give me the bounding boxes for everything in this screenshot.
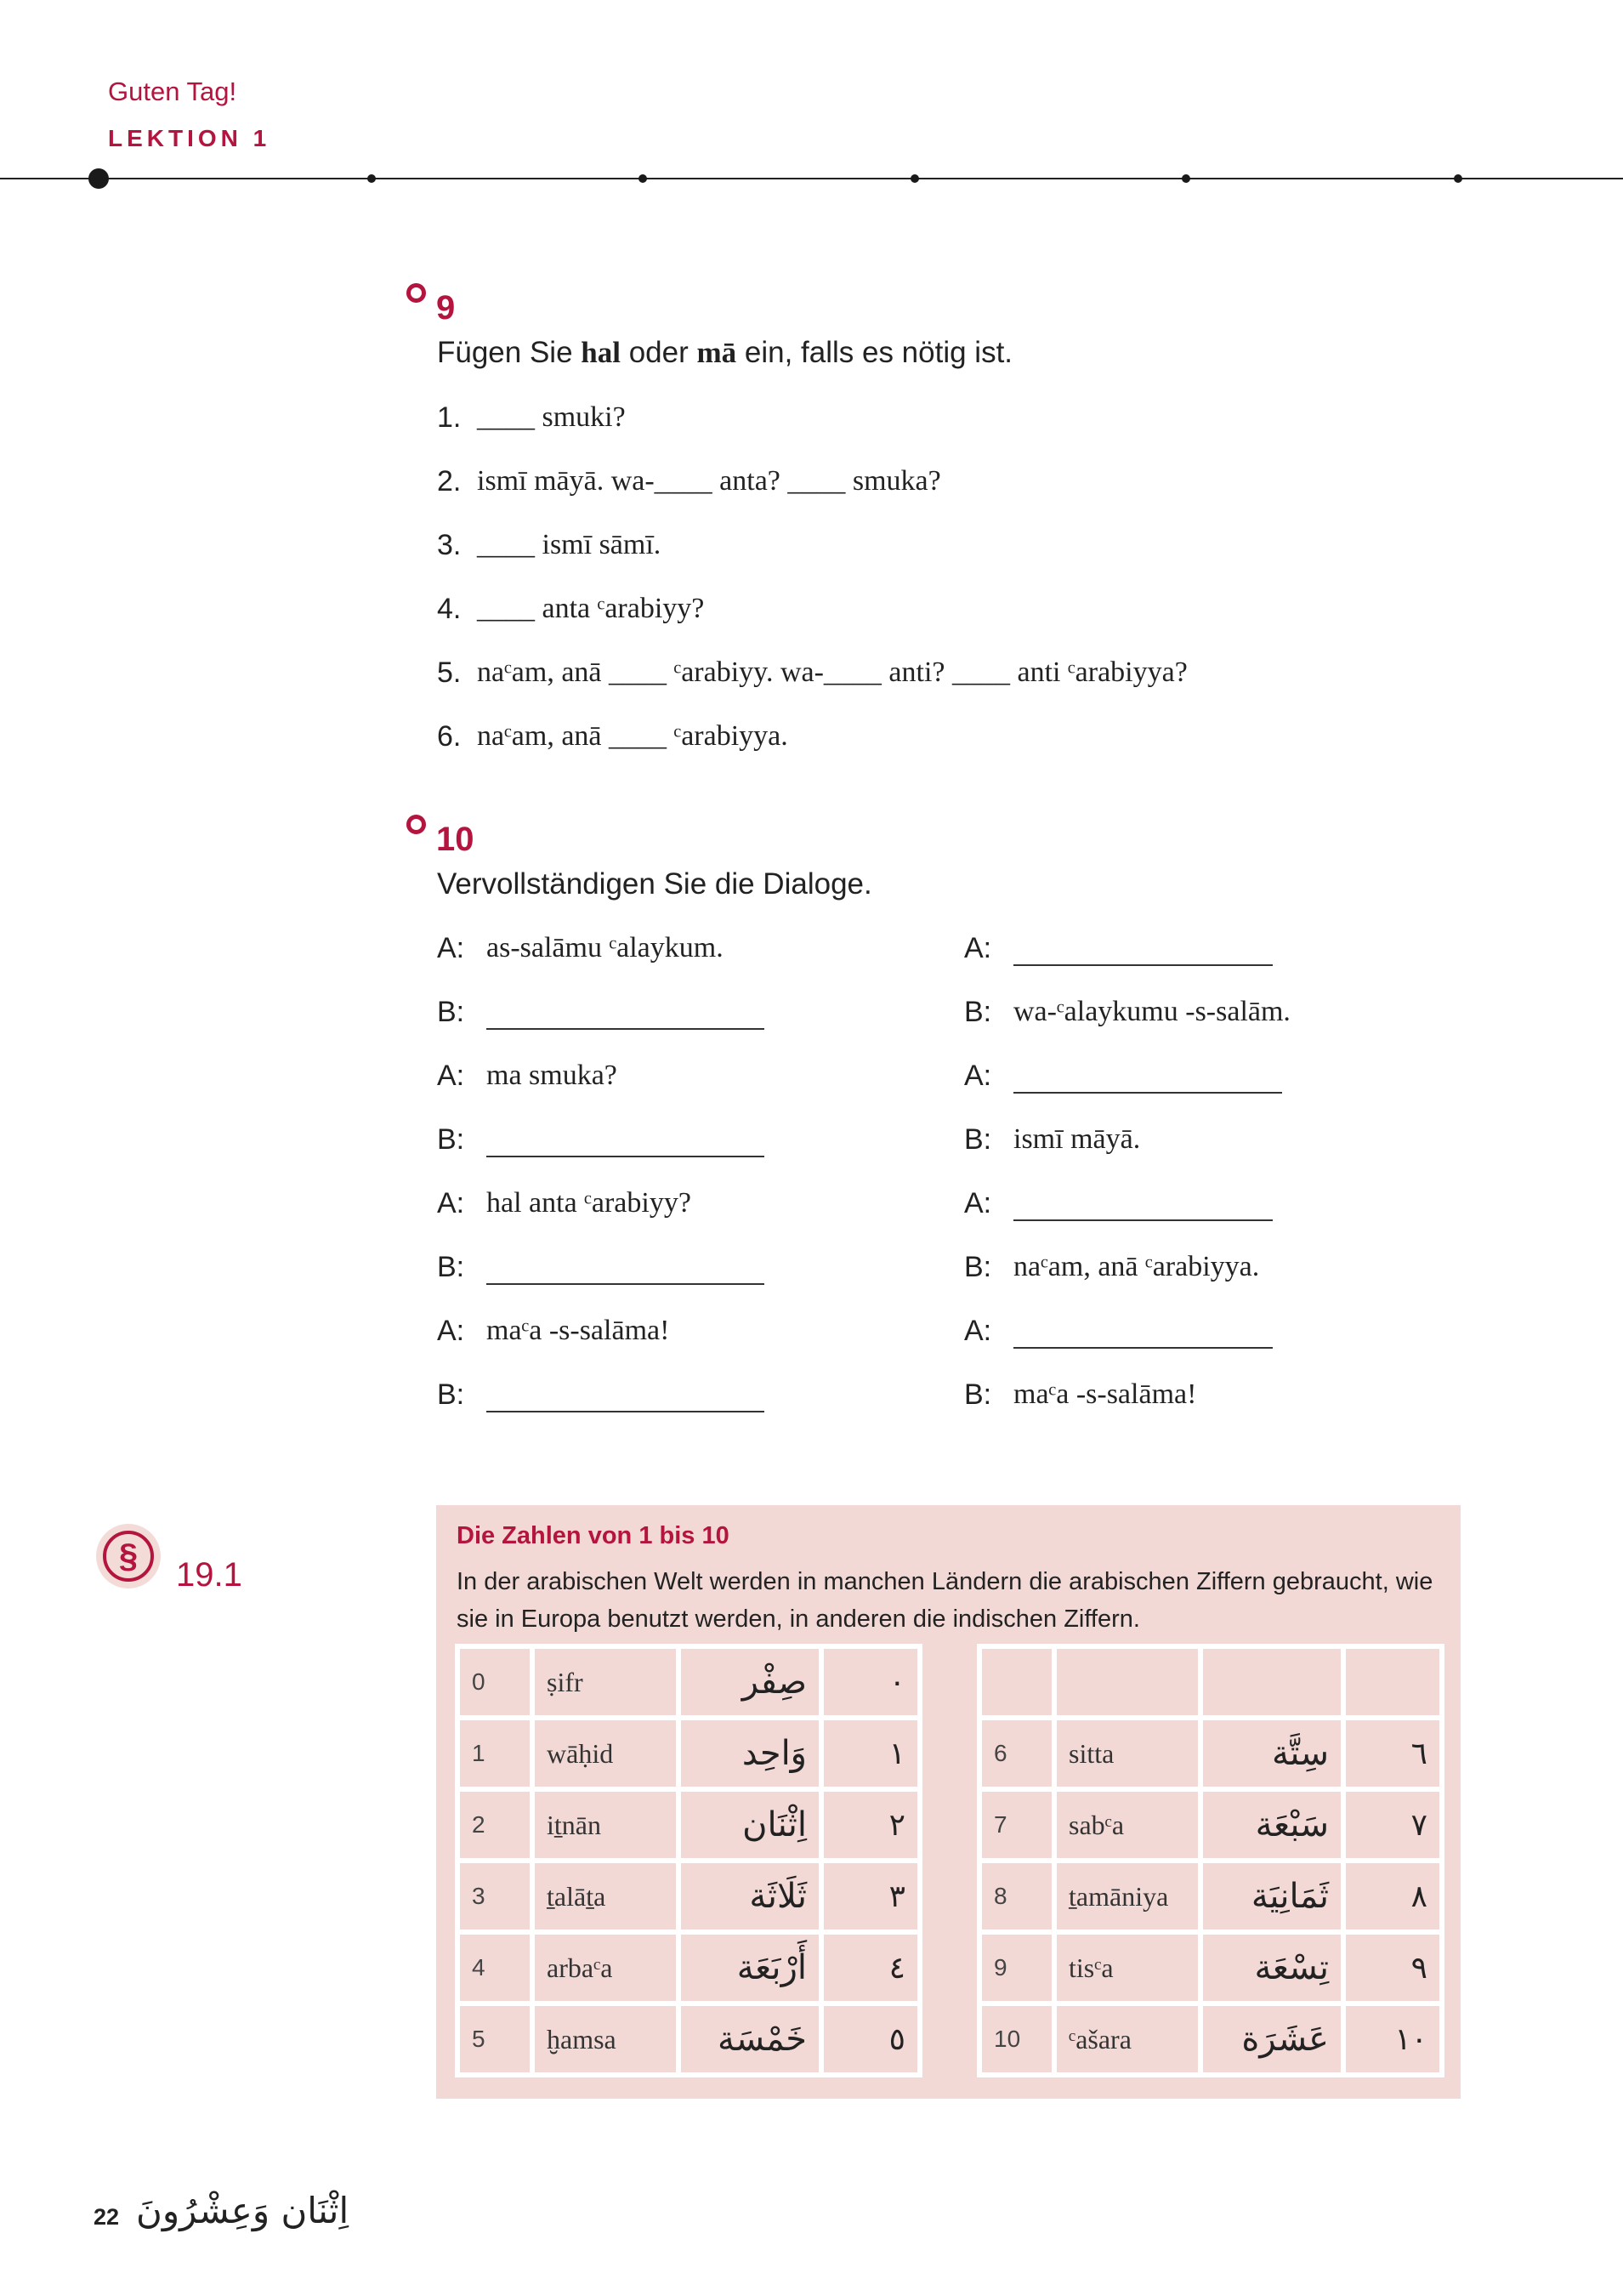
cell-translit: ṣifr bbox=[535, 1649, 676, 1715]
cell-indic: ٨ bbox=[1346, 1863, 1439, 1929]
table-row bbox=[460, 1935, 917, 2001]
cell-number: 1 bbox=[460, 1720, 530, 1787]
cell-arabic: أَرْبَعَة bbox=[681, 1935, 819, 2001]
cell-translit: arbaᶜa bbox=[535, 1935, 676, 2001]
cell-indic: ٩ bbox=[1346, 1935, 1439, 2001]
exercise-10-instruction: Vervollständigen Sie die Dialoge. bbox=[437, 867, 872, 901]
keyword-hal: hal bbox=[581, 336, 621, 369]
item-number: 5. bbox=[437, 656, 462, 689]
table-row bbox=[460, 2006, 917, 2072]
lesson-timeline bbox=[0, 178, 1623, 179]
cell-indic: ٦ bbox=[1346, 1720, 1439, 1787]
dialog-speaker: A: bbox=[437, 1315, 465, 1347]
dialog-line: naᶜam, anā ᶜarabiyya. bbox=[1013, 1251, 1260, 1282]
numbers-table-right bbox=[977, 1644, 1444, 2077]
table-row bbox=[460, 1863, 917, 1929]
exercise-9-instruction bbox=[437, 336, 1013, 370]
exercise-item: ____ anta ᶜarabiyy? bbox=[477, 593, 705, 624]
answer-blank[interactable] bbox=[486, 1283, 764, 1285]
cell-indic: ٤ bbox=[824, 1935, 917, 2001]
exercise-item: naᶜam, anā ____ ᶜarabiyy. wa-____ anti? ____ anti ᶜarabiyya? bbox=[477, 656, 1188, 688]
table-row bbox=[982, 1863, 1439, 1929]
numbers-table-left bbox=[455, 1644, 922, 2077]
item-number: 4. bbox=[437, 593, 462, 625]
cell-indic: ٣ bbox=[824, 1863, 917, 1929]
timeline-dot bbox=[1454, 174, 1462, 183]
dialog-speaker: B: bbox=[437, 996, 465, 1028]
instruction-text: Fügen Sie bbox=[437, 336, 582, 369]
cell-indic: ١ bbox=[824, 1720, 917, 1787]
cell-translit: ṯamāniya bbox=[1057, 1863, 1198, 1929]
exercise-marker-icon bbox=[406, 283, 426, 303]
timeline-dot bbox=[1182, 174, 1190, 183]
timeline-dot bbox=[367, 174, 376, 183]
answer-blank[interactable] bbox=[486, 1156, 764, 1157]
cell-translit: ṯalāṯa bbox=[535, 1863, 676, 1929]
cell-arabic: وَاحِد bbox=[681, 1720, 819, 1787]
cell-translit: ḫamsa bbox=[535, 2006, 676, 2072]
dialog-speaker: B: bbox=[437, 1378, 465, 1411]
cell-number: 2 bbox=[460, 1792, 530, 1858]
dialog-speaker: A: bbox=[964, 1060, 992, 1092]
cell-number: 0 bbox=[460, 1649, 530, 1715]
cell-arabic: خَمْسَة bbox=[681, 2006, 819, 2072]
cell-number: 7 bbox=[982, 1792, 1052, 1858]
item-number: 2. bbox=[437, 465, 462, 497]
answer-blank[interactable] bbox=[1013, 1092, 1282, 1094]
cell-indic: ١٠ bbox=[1346, 2006, 1439, 2072]
cell-translit: iṯnān bbox=[535, 1792, 676, 1858]
dialog-speaker: B: bbox=[964, 1378, 992, 1411]
cell-indic: ٧ bbox=[1346, 1792, 1439, 1858]
page-number-arabic: اِثْنَان وَعِشْرُونَ bbox=[136, 2190, 349, 2231]
keyword-ma: mā bbox=[696, 336, 737, 369]
dialog-line: ismī māyā. bbox=[1013, 1123, 1141, 1155]
cell-number: 6 bbox=[982, 1720, 1052, 1787]
numbers-box-title: Die Zahlen von 1 bis 10 bbox=[457, 1522, 729, 1549]
dialog-speaker: A: bbox=[964, 932, 992, 964]
timeline-dot bbox=[638, 174, 647, 183]
cell-arabic: ثَلَاثَة bbox=[681, 1863, 819, 1929]
cell-arabic: سَبْعَة bbox=[1203, 1792, 1341, 1858]
exercise-item: ismī māyā. wa-____ anta? ____ smuka? bbox=[477, 465, 941, 497]
dialog-speaker: B: bbox=[437, 1123, 465, 1156]
cell-arabic: ثَمَانِيَة bbox=[1203, 1863, 1341, 1929]
dialog-speaker: A: bbox=[964, 1315, 992, 1347]
cell-number: 5 bbox=[460, 2006, 530, 2072]
cell-translit: sitta bbox=[1057, 1720, 1198, 1787]
cell-translit: sabᶜa bbox=[1057, 1792, 1198, 1858]
item-number: 3. bbox=[437, 529, 462, 561]
cell-arabic: تِسْعَة bbox=[1203, 1935, 1341, 2001]
cell-indic: ٢ bbox=[824, 1792, 917, 1858]
answer-blank[interactable] bbox=[1013, 1347, 1273, 1349]
cell-number: 8 bbox=[982, 1863, 1052, 1929]
exercise-item: ____ smuki? bbox=[477, 401, 626, 433]
grammar-reference-badge[interactable] bbox=[96, 1524, 161, 1588]
cell-indic: ٠ bbox=[824, 1649, 917, 1715]
dialog-speaker: A: bbox=[437, 932, 465, 964]
exercise-item: naᶜam, anā ____ ᶜarabiyya. bbox=[477, 720, 788, 752]
cell-translit: ᶜašara bbox=[1057, 2006, 1198, 2072]
dialog-line: wa-ᶜalaykumu -s-salām. bbox=[1013, 996, 1291, 1027]
lesson-label: LEKTION 1 bbox=[108, 125, 271, 151]
cell-arabic: سِتَّة bbox=[1203, 1720, 1341, 1787]
answer-blank[interactable] bbox=[1013, 1219, 1273, 1221]
cell-number bbox=[982, 1649, 1052, 1715]
paragraph-icon: § bbox=[103, 1531, 154, 1582]
table-row bbox=[460, 1792, 917, 1858]
cell-indic bbox=[1346, 1649, 1439, 1715]
table-row bbox=[982, 2006, 1439, 2072]
grammar-reference-number: 19.1 bbox=[176, 1556, 242, 1594]
exercise-9-number: 9 bbox=[436, 289, 456, 327]
dialog-speaker: B: bbox=[964, 1251, 992, 1283]
item-number: 1. bbox=[437, 401, 462, 434]
chapter-title: Guten Tag! bbox=[108, 77, 237, 106]
cell-indic: ٥ bbox=[824, 2006, 917, 2072]
dialog-line: hal anta ᶜarabiyy? bbox=[486, 1187, 691, 1219]
exercise-item: ____ ismī sāmī. bbox=[477, 529, 661, 560]
timeline-dot bbox=[911, 174, 919, 183]
dialog-line: as-salāmu ᶜalaykum. bbox=[486, 932, 724, 963]
cell-translit bbox=[1057, 1649, 1198, 1715]
page-number: 22 bbox=[94, 2204, 120, 2230]
dialog-speaker: B: bbox=[437, 1251, 465, 1283]
dialog-speaker: B: bbox=[964, 996, 992, 1028]
table-row bbox=[982, 1935, 1439, 2001]
cell-number: 10 bbox=[982, 2006, 1052, 2072]
dialog-speaker: B: bbox=[964, 1123, 992, 1156]
cell-arabic: صِفْر bbox=[681, 1649, 819, 1715]
dialog-line: maᶜa -s-salāma! bbox=[486, 1315, 670, 1346]
cell-translit: wāḥid bbox=[535, 1720, 676, 1787]
cell-arabic: عَشَرَة bbox=[1203, 2006, 1341, 2072]
exercise-10-number: 10 bbox=[436, 821, 474, 858]
cell-number: 4 bbox=[460, 1935, 530, 2001]
exercise-marker-icon bbox=[406, 815, 426, 834]
table-row bbox=[982, 1792, 1439, 1858]
instruction-text: ein, falls es nötig ist. bbox=[736, 336, 1013, 369]
instruction-text: oder bbox=[620, 336, 697, 369]
dialog-line: ma smuka? bbox=[486, 1060, 617, 1091]
answer-blank[interactable] bbox=[1013, 964, 1273, 966]
cell-number: 9 bbox=[982, 1935, 1052, 2001]
cell-number: 3 bbox=[460, 1863, 530, 1929]
dialog-line: maᶜa -s-salāma! bbox=[1013, 1378, 1197, 1410]
answer-blank[interactable] bbox=[486, 1028, 764, 1030]
table-row bbox=[460, 1649, 917, 1715]
answer-blank[interactable] bbox=[486, 1411, 764, 1412]
cell-arabic bbox=[1203, 1649, 1341, 1715]
numbers-box-text: In der arabischen Welt werden in manchen Ländern die arabischen Ziffern gebraucht, wie sie in Europa benutzt werden, in anderen die indischen Ziffern. bbox=[457, 1568, 1433, 1633]
table-row bbox=[982, 1649, 1439, 1715]
timeline-dot-current bbox=[88, 168, 109, 189]
cell-translit: tisᶜa bbox=[1057, 1935, 1198, 2001]
dialog-speaker: A: bbox=[437, 1187, 465, 1219]
dialog-speaker: A: bbox=[437, 1060, 465, 1092]
table-row bbox=[460, 1720, 917, 1787]
cell-arabic: اِثْنَان bbox=[681, 1792, 819, 1858]
item-number: 6. bbox=[437, 720, 462, 753]
dialog-speaker: A: bbox=[964, 1187, 992, 1219]
table-row bbox=[982, 1720, 1439, 1787]
